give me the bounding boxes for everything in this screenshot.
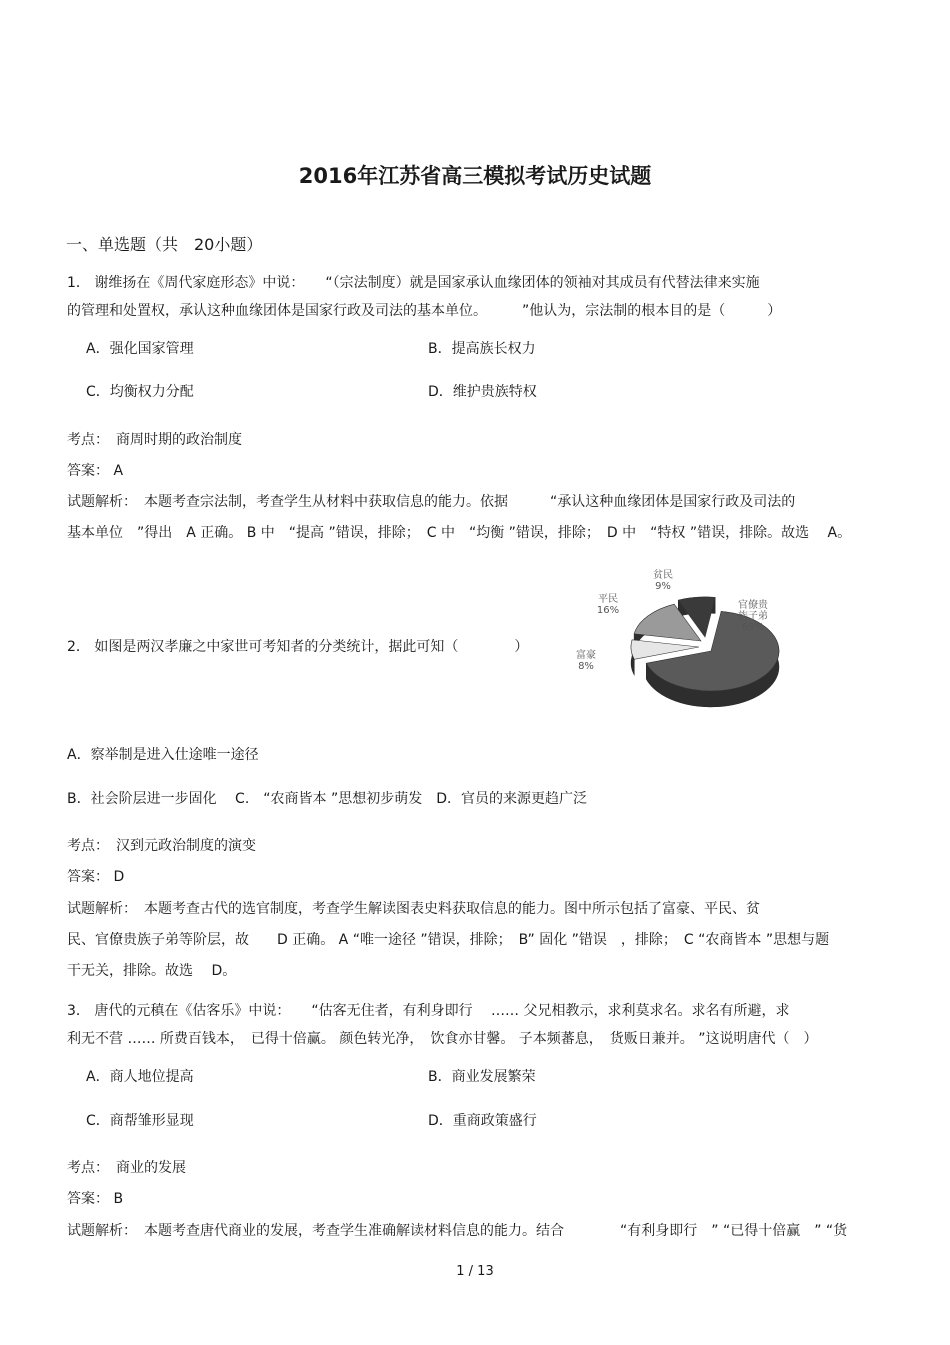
q1-option-c: C．均衡权力分配	[86, 384, 194, 400]
q3-explanation-line1: 试题解析： 本题考查唐代商业的发展，考查学生准确解读材料信息的能力。结合 “有利身即行 ” “已得十倍赢 ” “货	[67, 1223, 848, 1239]
q3-option-b: B．商业发展繁荣	[428, 1069, 536, 1085]
q1-answer: 答案： A	[67, 463, 124, 479]
q1-explanation-line1: 试题解析： 本题考查宗法制，考查学生从材料中获取信息的能力。依据 “承认这种血缘团体是国家行政及司法的	[67, 494, 796, 510]
q3-option-c: C．商帮雏形显现	[86, 1113, 194, 1129]
q2-answer: 答案： D	[67, 869, 125, 885]
q3-kaodian: 考点： 商业的发展	[67, 1160, 186, 1176]
section-heading: 一、单选题（共 20小题）	[66, 235, 263, 254]
q2-options-bcd: B．社会阶层进一步固化 C. “农商皆本 ”思想初步萌发 D．官员的来源更趋广泛	[67, 791, 588, 807]
pie-label-4: 贫民 9%	[653, 570, 673, 592]
q2-explanation-line1: 试题解析： 本题考查古代的选官制度，考查学生解读图表史料获取信息的能力。图中所示包括了富豪、平民、贫	[67, 901, 760, 917]
q1-option-d: D．维护贵族特权	[428, 384, 537, 400]
q3-stem-line1: 3． 唐代的元稹在《估客乐》中说： “估客无住者，有利身即行 …… 父兄相教示，求利莫求名。求名有所避，求	[67, 1003, 790, 1019]
q3-option-d: D．重商政策盛行	[428, 1113, 537, 1129]
pie-chart	[568, 560, 788, 720]
pie-label-3: 平民 16%	[596, 594, 620, 616]
pie-label-1: 官僚贵族子弟 69%	[738, 600, 768, 633]
q2-explanation-line3: 干无关，排除。故选 D。	[67, 963, 237, 979]
q2-option-a: A．察举制是进入仕途唯一途径	[67, 747, 259, 763]
page-number: 1 / 13	[456, 1264, 494, 1279]
q1-kaodian: 考点： 商周时期的政治制度	[67, 432, 242, 448]
q1-stem-line2: 的管理和处置权，承认这种血缘团体是国家行政及司法的基本单位。 ”他认为，宗法制的根本目的是（ ）	[67, 303, 782, 319]
q1-option-b: B．提高族长权力	[428, 341, 536, 357]
q1-stem-line1: 1． 谢维扬在《周代家庭形态》中说： “（宗法制度）就是国家承认血缘团体的领袖对其成员有代替法律来实施	[67, 275, 760, 291]
q2-kaodian: 考点： 汉到元政治制度的演变	[67, 838, 256, 854]
q3-answer: 答案： B	[67, 1191, 124, 1207]
pie-label-2: 富豪 8%	[576, 650, 596, 672]
q3-stem-line2: 利无不营 …… 所费百钱本， 已得十倍赢。 颜色转光净， 饮食亦甘馨。 子本频蕃息， 货贩日兼并。 ”这说明唐代（ ）	[67, 1031, 818, 1047]
q1-option-a: A．强化国家管理	[86, 341, 194, 357]
q1-explanation-line2: 基本单位 ”得出 A 正确。 B 中 “提高 ”错误，排除； C 中 “均衡 ”错误，排除； D 中 “特权 ”错误，排除。故选 A。	[67, 525, 852, 541]
q3-option-a: A．商人地位提高	[86, 1069, 194, 1085]
page-title: 2016年江苏省高三模拟考试历史试题	[298, 164, 652, 188]
q2-explanation-line2: 民、官僚贵族子弟等阶层，故 D 正确。 A “唯一途径 ”错误，排除； B” 固化 ”错误 ，排除； C “农商皆本 ”思想与题	[67, 932, 830, 948]
q2-stem: 2． 如图是两汉孝廉之中家世可考知者的分类统计，据此可知（ ）	[67, 639, 529, 655]
